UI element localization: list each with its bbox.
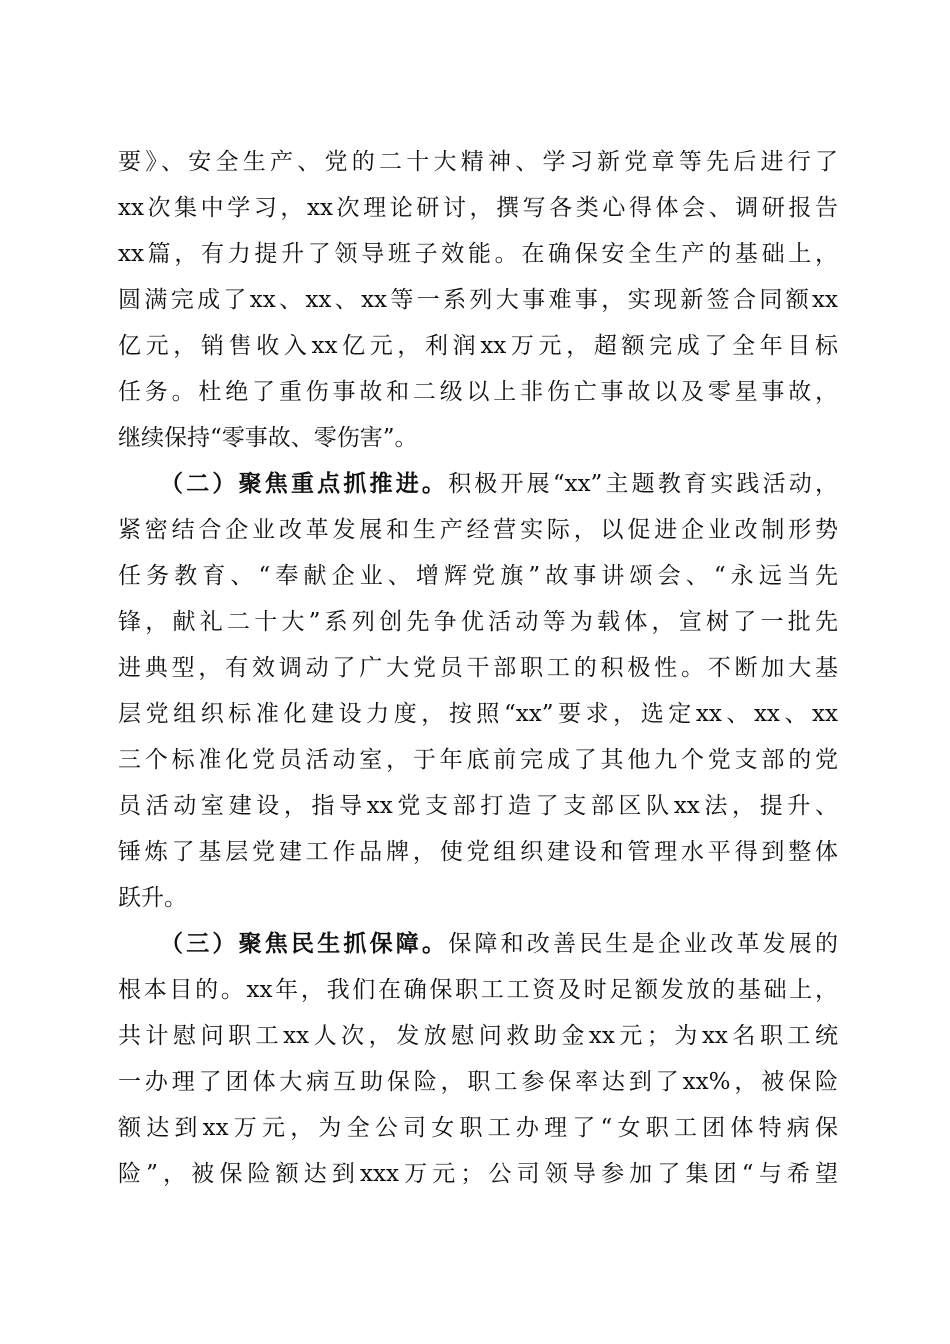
body-text-line: 要》、安全生产、党的二十大精神、学习新党章等先后进行了	[118, 149, 838, 175]
body-text-line: 进典型，有效调动了广大党员干部职工的积极性。不断加大基	[118, 655, 838, 681]
body-text-line: 层党组织标准化建设力度，按照“xx”要求，选定xx、xx、xx	[118, 701, 838, 727]
body-text-line: 紧密结合企业改革发展和生产经营实际，以促进企业改制形势	[118, 517, 838, 543]
body-text-line: xx次集中学习，xx次理论研讨，撰写各类心得体会、调研报告	[118, 195, 838, 221]
body-text-line: 一办理了团体大病互助保险，职工参保率达到了xx%，被保险	[118, 1069, 838, 1095]
body-text-line: 额达到xx万元，为全公司女职工办理了“女职工团体特病保	[118, 1115, 838, 1141]
body-text-line: 任务教育、“奉献企业、增辉党旗”故事讲颂会、“永远当先	[118, 563, 838, 589]
body-text-line: 共计慰问职工xx人次，发放慰问救助金xx元；为xx名职工统	[118, 1023, 838, 1049]
body-text-line: 圆满完成了xx、xx、xx等一系列大事难事，实现新签合同额xx	[118, 287, 838, 313]
body-text-line: 亿元，销售收入xx亿元，利润xx万元，超额完成了全年目标	[118, 333, 838, 359]
body-text-line: 员活动室建设，指导xx党支部打造了支部区队xx法，提升、	[118, 793, 838, 819]
body-text-line: 任务。杜绝了重伤事故和二级以上非伤亡事故以及零星事故，	[118, 379, 838, 405]
section-heading: （三）聚焦民生抓保障。	[160, 930, 449, 957]
body-text: 保障和改善民生是企业改革发展的	[448, 931, 839, 957]
body-text-line: 根本目的。xx年，我们在确保职工工资及时足额发放的基础上，	[118, 977, 838, 1003]
body-text-line: 锤炼了基层党建工作品牌，使党组织建设和管理水平得到整体	[118, 839, 838, 865]
body-text-line: xx篇，有力提升了领导班子效能。在确保安全生产的基础上，	[118, 241, 838, 267]
body-text-line: 继续保持“零事故、零伤害”。	[118, 425, 418, 451]
body-text-line: 跃升。	[118, 885, 187, 911]
body-text-line: 三个标准化党员活动室，于年底前完成了其他九个党支部的党	[118, 747, 838, 773]
section-heading: （二）聚焦重点抓推进。	[160, 470, 449, 497]
body-text-line: 锋，献礼二十大”系列创先争优活动等为载体，宣树了一批先	[118, 609, 838, 635]
body-text: 积极开展“xx”主题教育实践活动，	[448, 471, 838, 497]
body-text-line: 险”，被保险额达到xxx万元；公司领导参加了集团“与希望	[118, 1161, 838, 1187]
paragraph-first-line	[160, 468, 838, 500]
paragraph-first-line	[160, 928, 838, 960]
